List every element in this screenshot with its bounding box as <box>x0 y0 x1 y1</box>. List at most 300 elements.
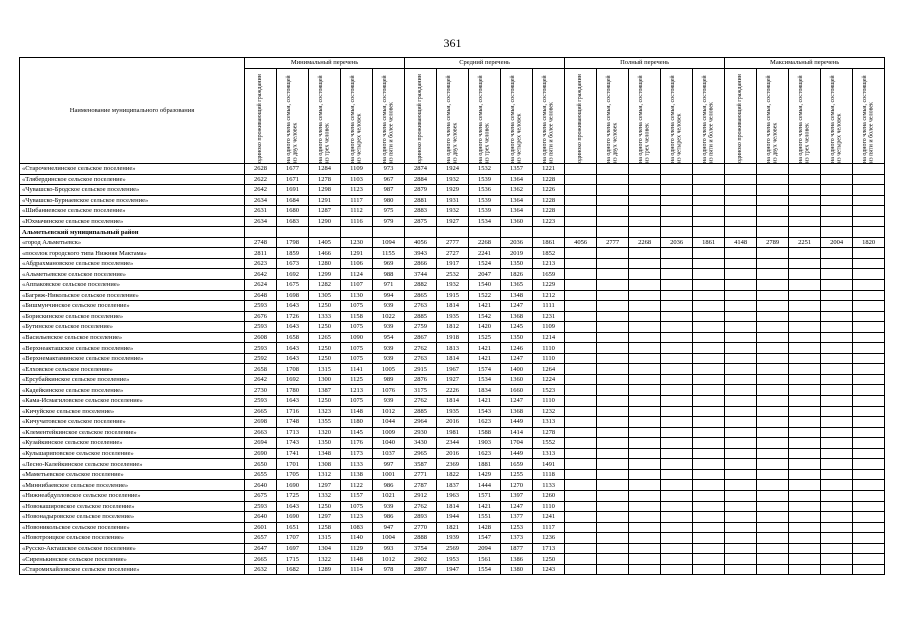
value-cell: 2634 <box>245 195 277 206</box>
value-cell <box>597 396 629 407</box>
value-cell: 1859 <box>277 248 309 259</box>
value-cell <box>757 438 789 449</box>
value-cell <box>693 512 725 523</box>
value-cell: 1037 <box>373 448 405 459</box>
value-cell: 1250 <box>533 554 565 565</box>
value-cell: 1297 <box>309 512 341 523</box>
value-cell: 2631 <box>245 206 277 217</box>
value-cell <box>629 364 661 375</box>
value-cell <box>821 448 853 459</box>
value-cell <box>853 195 885 206</box>
value-cell <box>725 185 757 196</box>
value-cell <box>597 343 629 354</box>
value-cell: 1141 <box>341 364 373 375</box>
municipality-name: «Кульшариповское сельское поселение» <box>20 448 245 459</box>
value-cell <box>565 301 597 312</box>
value-cell: 1289 <box>309 564 341 575</box>
value-cell: 1250 <box>309 343 341 354</box>
sub-column-header-text: одиноко проживающий гражданин <box>417 74 424 163</box>
value-cell <box>725 522 757 533</box>
value-cell: 1780 <box>277 385 309 396</box>
value-cell: 1145 <box>341 427 373 438</box>
value-cell <box>693 195 725 206</box>
value-cell: 2879 <box>405 185 437 196</box>
value-cell <box>565 490 597 501</box>
table-row <box>20 301 885 312</box>
value-cell: 1726 <box>277 311 309 322</box>
value-cell <box>565 533 597 544</box>
value-cell <box>661 269 693 280</box>
value-cell <box>597 374 629 385</box>
value-cell <box>789 438 821 449</box>
value-cell: 2888 <box>405 533 437 544</box>
value-cell <box>629 512 661 523</box>
value-cell: 1291 <box>341 248 373 259</box>
value-cell <box>597 258 629 269</box>
municipality-name: «Чувашско-Бродское сельское поселение» <box>20 185 245 196</box>
value-cell <box>693 522 725 533</box>
value-cell: 2763 <box>405 353 437 364</box>
value-cell <box>693 206 725 217</box>
value-cell <box>661 564 693 575</box>
value-cell <box>597 385 629 396</box>
value-cell <box>565 427 597 438</box>
value-cell: 1701 <box>277 459 309 470</box>
value-cell <box>789 448 821 459</box>
value-cell: 1280 <box>309 258 341 269</box>
municipality-name: «Кичучатовское сельское поселение» <box>20 417 245 428</box>
value-cell <box>629 448 661 459</box>
value-cell: 1428 <box>469 522 501 533</box>
value-cell <box>565 290 597 301</box>
value-cell: 1690 <box>277 512 309 523</box>
value-cell <box>789 427 821 438</box>
value-cell: 2867 <box>405 332 437 343</box>
value-cell <box>597 417 629 428</box>
value-cell <box>853 311 885 322</box>
value-cell <box>853 206 885 217</box>
value-cell <box>565 459 597 470</box>
value-cell: 1284 <box>309 164 341 175</box>
value-cell: 1704 <box>501 438 533 449</box>
value-cell: 2094 <box>469 543 501 554</box>
value-cell <box>725 248 757 259</box>
sub-column-header <box>405 69 437 164</box>
value-cell <box>693 164 725 175</box>
value-cell: 967 <box>373 174 405 185</box>
value-cell: 1253 <box>501 522 533 533</box>
municipality-name: «Нижнеабдулловское сельское поселение» <box>20 490 245 501</box>
value-cell <box>725 195 757 206</box>
municipality-name: «Сиренькинское сельское поселение» <box>20 554 245 565</box>
value-cell: 1643 <box>277 396 309 407</box>
value-cell <box>565 269 597 280</box>
value-cell <box>789 332 821 343</box>
value-cell: 1180 <box>341 417 373 428</box>
sub-column-header-text: на одного члена семьи, состоящей из пяти и более человек <box>381 75 395 163</box>
value-cell: 1682 <box>277 564 309 575</box>
value-cell <box>565 332 597 343</box>
value-cell <box>725 301 757 312</box>
value-cell: 1698 <box>277 290 309 301</box>
value-cell: 2623 <box>245 258 277 269</box>
value-cell: 1931 <box>437 195 469 206</box>
value-cell: 980 <box>373 195 405 206</box>
value-cell: 1213 <box>533 258 565 269</box>
value-cell <box>725 469 757 480</box>
value-cell: 1109 <box>533 322 565 333</box>
value-cell: 1944 <box>437 512 469 523</box>
value-cell <box>853 469 885 480</box>
value-cell <box>853 533 885 544</box>
value-cell <box>725 543 757 554</box>
value-cell: 2730 <box>245 385 277 396</box>
value-cell <box>853 301 885 312</box>
table-row <box>20 174 885 185</box>
value-cell: 1133 <box>533 480 565 491</box>
value-cell: 1362 <box>501 185 533 196</box>
page-number: 361 <box>443 36 462 50</box>
value-cell <box>821 280 853 291</box>
value-cell <box>661 448 693 459</box>
municipality-name: «Бутинское сельское поселение» <box>20 322 245 333</box>
value-cell <box>725 564 757 575</box>
value-cell <box>597 322 629 333</box>
value-cell: 1260 <box>533 490 565 501</box>
value-cell: 2789 <box>757 237 789 248</box>
value-cell: 939 <box>373 501 405 512</box>
value-cell <box>757 501 789 512</box>
value-cell: 1133 <box>341 459 373 470</box>
value-cell <box>789 469 821 480</box>
value-cell <box>789 522 821 533</box>
value-cell <box>661 512 693 523</box>
value-cell: 1798 <box>277 237 309 248</box>
value-cell: 2874 <box>405 164 437 175</box>
value-cell: 2016 <box>437 448 469 459</box>
value-cell: 2771 <box>405 469 437 480</box>
value-cell <box>725 364 757 375</box>
value-cell <box>853 258 885 269</box>
municipality-name: «Абдрахмановское сельское поселение» <box>20 258 245 269</box>
value-cell <box>597 564 629 575</box>
value-cell: 2642 <box>245 185 277 196</box>
table-row <box>20 237 885 248</box>
municipality-name: «Борискинское сельское поселение» <box>20 311 245 322</box>
value-cell: 2665 <box>245 554 277 565</box>
value-cell <box>757 364 789 375</box>
value-cell: 2569 <box>437 543 469 554</box>
value-cell <box>853 512 885 523</box>
value-cell <box>565 469 597 480</box>
value-cell <box>661 459 693 470</box>
value-cell: 1405 <box>309 237 341 248</box>
value-cell: 1148 <box>341 406 373 417</box>
value-cell <box>789 311 821 322</box>
table-row <box>20 216 885 227</box>
value-cell <box>757 174 789 185</box>
value-cell <box>565 554 597 565</box>
value-cell: 1927 <box>437 374 469 385</box>
value-cell <box>757 480 789 491</box>
municipality-name: «Тлябердинское сельское поселение» <box>20 174 245 185</box>
table-row <box>20 396 885 407</box>
value-cell: 1981 <box>437 427 469 438</box>
value-cell <box>821 406 853 417</box>
value-cell: 1122 <box>341 480 373 491</box>
value-cell <box>757 164 789 175</box>
value-cell: 1315 <box>309 364 341 375</box>
value-cell <box>597 248 629 259</box>
value-cell <box>693 301 725 312</box>
value-cell: 2226 <box>437 385 469 396</box>
value-cell <box>245 227 277 238</box>
value-cell <box>693 374 725 385</box>
value-cell <box>757 248 789 259</box>
value-cell <box>661 164 693 175</box>
value-cell: 1554 <box>469 564 501 575</box>
value-cell: 1308 <box>309 459 341 470</box>
value-cell <box>501 227 533 238</box>
value-cell: 1813 <box>437 343 469 354</box>
value-cell: 1421 <box>469 396 501 407</box>
table-row <box>20 427 885 438</box>
value-cell <box>725 343 757 354</box>
municipality-name: «Староченелинское сельское поселение» <box>20 164 245 175</box>
sub-column-header <box>309 69 341 164</box>
value-cell <box>853 406 885 417</box>
value-cell <box>789 406 821 417</box>
value-cell <box>565 512 597 523</box>
value-cell: 2811 <box>245 248 277 259</box>
value-cell: 997 <box>373 459 405 470</box>
value-cell <box>789 248 821 259</box>
value-cell: 2770 <box>405 522 437 533</box>
value-cell: 1523 <box>533 385 565 396</box>
value-cell <box>821 385 853 396</box>
value-cell: 2036 <box>501 237 533 248</box>
value-cell: 1109 <box>341 164 373 175</box>
value-cell: 1881 <box>469 459 501 470</box>
value-cell <box>629 406 661 417</box>
value-cell: 1532 <box>469 164 501 175</box>
value-cell <box>629 385 661 396</box>
value-cell <box>693 174 725 185</box>
value-cell <box>629 164 661 175</box>
value-cell: 1917 <box>437 258 469 269</box>
value-cell: 2930 <box>405 427 437 438</box>
value-cell <box>821 364 853 375</box>
value-cell <box>821 258 853 269</box>
value-cell <box>629 374 661 385</box>
sub-column-header <box>277 69 309 164</box>
value-cell <box>821 301 853 312</box>
value-cell <box>789 290 821 301</box>
value-cell <box>533 227 565 238</box>
value-cell: 1660 <box>501 385 533 396</box>
value-cell <box>661 301 693 312</box>
value-cell: 2883 <box>405 206 437 217</box>
value-cell <box>789 322 821 333</box>
value-cell: 2648 <box>245 290 277 301</box>
value-cell <box>853 385 885 396</box>
value-cell <box>661 206 693 217</box>
value-cell: 954 <box>373 332 405 343</box>
value-cell: 2532 <box>437 269 469 280</box>
value-cell <box>853 459 885 470</box>
value-cell <box>725 385 757 396</box>
value-cell <box>661 195 693 206</box>
value-cell: 1939 <box>437 533 469 544</box>
value-cell <box>757 206 789 217</box>
value-cell: 2762 <box>405 396 437 407</box>
table-row <box>20 269 885 280</box>
value-cell <box>725 490 757 501</box>
value-cell <box>821 564 853 575</box>
value-cell: 1364 <box>501 206 533 217</box>
value-cell: 1004 <box>373 533 405 544</box>
value-cell <box>757 311 789 322</box>
value-cell: 4056 <box>405 237 437 248</box>
value-cell <box>629 564 661 575</box>
value-cell: 1012 <box>373 406 405 417</box>
value-cell <box>629 480 661 491</box>
value-cell <box>629 543 661 554</box>
municipality-name: «Кама-Исмагиловское сельское поселение» <box>20 396 245 407</box>
value-cell: 1877 <box>501 543 533 554</box>
value-cell: 1076 <box>373 385 405 396</box>
value-cell: 2694 <box>245 438 277 449</box>
value-cell: 1852 <box>533 248 565 259</box>
value-cell: 2608 <box>245 332 277 343</box>
table-row <box>20 343 885 354</box>
value-cell: 1304 <box>309 543 341 554</box>
sub-column-header <box>725 69 757 164</box>
value-cell: 1110 <box>533 353 565 364</box>
value-cell <box>725 406 757 417</box>
sub-column-header <box>501 69 533 164</box>
value-cell: 1110 <box>533 343 565 354</box>
value-cell <box>789 564 821 575</box>
value-cell <box>789 459 821 470</box>
value-cell: 1236 <box>533 533 565 544</box>
value-cell <box>725 480 757 491</box>
value-cell <box>853 290 885 301</box>
value-cell <box>565 206 597 217</box>
value-cell: 1861 <box>693 237 725 248</box>
value-cell: 1588 <box>469 427 501 438</box>
value-cell: 1400 <box>501 364 533 375</box>
sub-column-header <box>533 69 565 164</box>
value-cell <box>597 301 629 312</box>
value-cell <box>757 417 789 428</box>
value-cell: 2647 <box>245 543 277 554</box>
value-cell: 1332 <box>309 490 341 501</box>
group-header-maximal: Максимальный перечень <box>725 58 885 69</box>
value-cell: 3587 <box>405 459 437 470</box>
value-cell <box>725 311 757 322</box>
value-cell <box>565 343 597 354</box>
table-row <box>20 353 885 364</box>
municipality-name: «Кадейкинское сельское поселение» <box>20 385 245 396</box>
value-cell <box>821 185 853 196</box>
value-cell <box>789 185 821 196</box>
district-row <box>20 227 885 238</box>
value-cell <box>661 427 693 438</box>
value-cell <box>597 195 629 206</box>
municipality-name: «Кичуйское сельское поселение» <box>20 406 245 417</box>
table-row <box>20 438 885 449</box>
sub-column-header <box>693 69 725 164</box>
value-cell: 1444 <box>469 480 501 491</box>
municipality-name: «Новоникольское сельское поселение» <box>20 522 245 533</box>
value-cell: 1680 <box>277 206 309 217</box>
value-cell: 1364 <box>501 195 533 206</box>
value-cell: 1814 <box>437 353 469 364</box>
municipality-name: «Елховское сельское поселение» <box>20 364 245 375</box>
value-cell: 2965 <box>405 448 437 459</box>
value-cell: 1623 <box>469 448 501 459</box>
sub-column-header <box>245 69 277 164</box>
value-cell <box>693 343 725 354</box>
value-cell <box>565 543 597 554</box>
value-cell <box>725 533 757 544</box>
value-cell: 1380 <box>501 564 533 575</box>
table-row <box>20 185 885 196</box>
value-cell: 2675 <box>245 490 277 501</box>
value-cell <box>597 164 629 175</box>
value-cell <box>597 543 629 554</box>
value-cell: 2251 <box>789 237 821 248</box>
sub-column-header-text: на одного члена семьи, состоящей из пяти и более человек <box>862 75 875 163</box>
value-cell: 2876 <box>405 374 437 385</box>
value-cell: 1022 <box>373 311 405 322</box>
value-cell: 1643 <box>277 301 309 312</box>
value-cell: 1107 <box>341 280 373 291</box>
sub-column-header <box>757 69 789 164</box>
value-cell: 1228 <box>533 195 565 206</box>
value-cell: 1298 <box>309 185 341 196</box>
value-cell: 1250 <box>309 501 341 512</box>
sub-column-header-text: на одного члена семьи, состоящей из трех человек <box>638 75 651 163</box>
value-cell: 1130 <box>341 290 373 301</box>
value-cell: 2241 <box>469 248 501 259</box>
value-cell <box>853 322 885 333</box>
value-cell <box>693 564 725 575</box>
value-cell <box>789 501 821 512</box>
value-cell: 1414 <box>501 427 533 438</box>
table-row <box>20 290 885 301</box>
value-cell: 2875 <box>405 216 437 227</box>
municipality-name: «Альметьевское сельское поселение» <box>20 269 245 280</box>
value-cell: 1094 <box>373 237 405 248</box>
sub-column-header <box>789 69 821 164</box>
municipality-name: «Васильевское сельское поселение» <box>20 332 245 343</box>
value-cell <box>821 522 853 533</box>
value-cell: 1350 <box>501 258 533 269</box>
value-cell <box>853 501 885 512</box>
value-cell <box>853 164 885 175</box>
value-cell <box>693 290 725 301</box>
value-cell: 1226 <box>533 185 565 196</box>
value-cell: 1173 <box>341 448 373 459</box>
municipality-name: «Аппаковское сельское поселение» <box>20 280 245 291</box>
value-cell: 1348 <box>501 290 533 301</box>
value-cell: 2634 <box>245 216 277 227</box>
value-cell: 1350 <box>309 438 341 449</box>
value-cell: 2036 <box>661 237 693 248</box>
value-cell <box>853 269 885 280</box>
